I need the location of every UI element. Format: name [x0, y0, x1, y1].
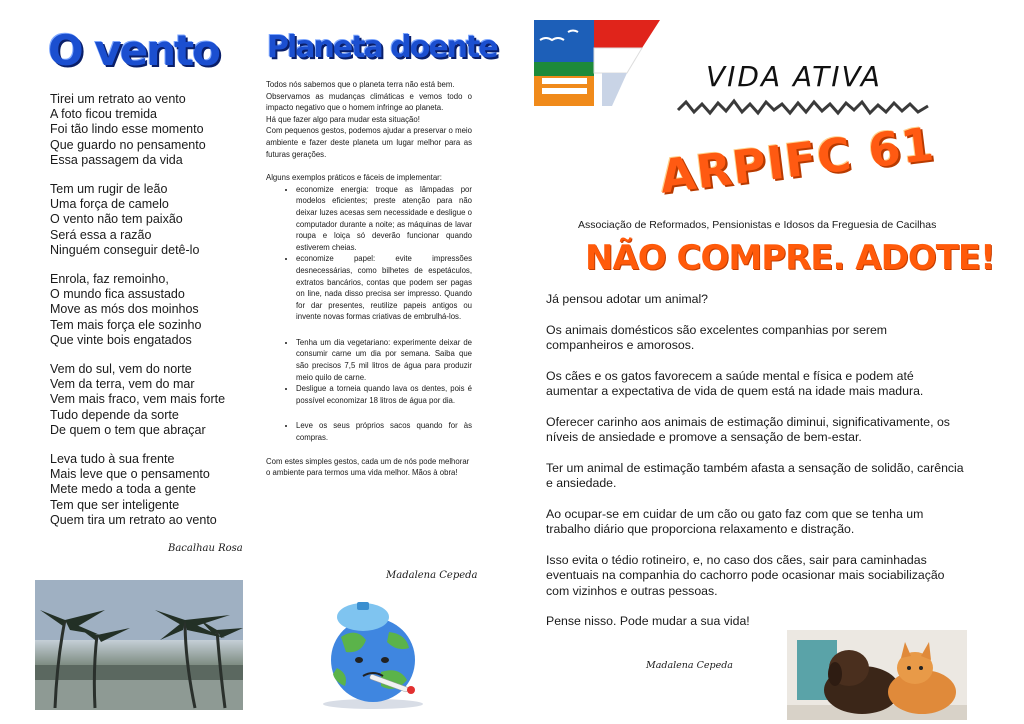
intro-paragraph: Todos nós sabemos que o planeta terra não está bem. [266, 80, 455, 89]
storm-palm-trees-image [35, 580, 243, 710]
poem-line: Mais leve que o pensamento [50, 467, 210, 482]
poem-line: Tirei um retrato ao vento [50, 92, 186, 106]
tips-list [266, 184, 472, 444]
decorative-squiggle-icon [676, 98, 930, 118]
poem-line: Que guardo no pensamento [50, 137, 206, 152]
conclusion-paragraph: Com estes simples gestos, cada um de nós pode melhorar o ambiente para termos uma vida melhor. Mãos à obra! [266, 456, 470, 478]
association-name: Associação de Reformados, Pensionistas e Idosos da Freguesia de Cacilhas [578, 219, 937, 231]
article-paragraph: Os cães e os gatos favorecem a saúde mental e física e podem até aumentar a expectativa de vida de quem está na idade mais madura. [546, 368, 924, 398]
poem-line: A foto ficou tremida [50, 107, 158, 122]
poem-line: O mundo fica assustado [50, 287, 185, 302]
vento-title: O vento [48, 26, 220, 75]
poem-line: De quem o tem que abraçar [50, 422, 206, 437]
poem-line: Tem mais força ele sozinho [50, 317, 202, 332]
adote-article [546, 292, 966, 645]
poem-line: Mete medo a toda a gente [50, 482, 196, 497]
poem-line: Foi tão lindo esse momento [50, 122, 204, 137]
planeta-article [266, 79, 472, 479]
poem-stanza-3 [50, 272, 250, 348]
poem-line: Enrola, faz remoinho, [50, 272, 169, 287]
article-paragraph: Ter um animal de estimação também afasta a sensação de solidão, carência e ansiedade. [546, 460, 964, 490]
poem-stanza-5 [50, 452, 250, 528]
tip-item: • Tenha um dia vegetariano: experimente deixar de consumir carne um dia por semana. Saiba que são precisos 7,5 mil litros de água para produzir meio quilo de carne. [296, 337, 472, 383]
poem-line: Vem mais fraco, vem mais forte [50, 392, 226, 407]
tip-item: • Desligue a torneia quando lava os dentes, pois é possível economizar 18 litros de água por dia. [296, 383, 472, 406]
poem-line: O vento não tem paixão [50, 212, 183, 227]
arpifc-logo-text: ARPIFC 61 [656, 116, 938, 204]
adote-headline: NÃO COMPRE. ADOTE! [585, 238, 995, 278]
poem-line: Leva tudo à sua frente [50, 452, 175, 467]
poem-line: Vem do sul, vem do norte [50, 362, 192, 377]
article-paragraph: Os animais domésticos são excelentes companhias por serem companheiros e amorosos. [546, 322, 888, 352]
dog-and-cat-photo [787, 630, 967, 720]
sick-earth-illustration [271, 582, 475, 712]
tip-item: • Leve os seus próprios sacos quando for às compras. [296, 420, 472, 443]
poem-line: Uma força de camelo [50, 197, 169, 212]
article-paragraph: Ao ocupar-se em cuidar de um cão ou gato faz com que se tenha um trabalho diário que proporciona relaxamento e distração. [546, 506, 924, 536]
poem-line: Quem tira um retrato ao vento [50, 512, 217, 527]
poem-stanza-1 [50, 92, 250, 168]
poem-line: Tem que ser inteligente [50, 497, 180, 512]
poem-line: Que vinte bois engatados [50, 332, 192, 347]
intro-paragraph: Observamos as mudanças climáticas e vemos todo o impacto negativo que o homem infringe ao planeta. [266, 91, 472, 113]
article-paragraph: Pense nisso. Pode mudar a sua vida! [546, 614, 750, 628]
article-paragraph: Já pensou adotar um animal? [546, 292, 709, 306]
vento-poem [50, 92, 250, 542]
vida-ativa-logo [532, 18, 667, 108]
vento-signature: Bacalhau Rosa [168, 543, 243, 554]
intro-paragraph: Há que fazer algo para mudar esta situação! [266, 114, 420, 124]
poem-stanza-2 [50, 182, 250, 258]
tip-item: • economize energia: troque as lâmpadas por modelos eficientes; preste atenção para não deixar luzes acesas sem necessidade e desligue o computador durante a noite; as máquinas de lavar roupa e loiça só deverão funcionar quando estiverem cheias. [296, 184, 472, 254]
tip-item: • economize papel: evite impressões desnecessárias, como bilhetes de espetáculos, extratos bancários, contas que podem ser pagas on line, nada disso precisa ser impresso. Quando for dar presentes, reutilize papeis antigos ou invente novas formas criativas de embrulhá-los. [296, 253, 472, 323]
poem-line: Vem da terra, vem do mar [50, 377, 195, 392]
adote-signature: Madalena Cepeda [646, 660, 733, 671]
vida-ativa-title: VIDA ATIVA [706, 60, 882, 93]
intro-paragraph: Com pequenos gestos, podemos ajudar a preservar o meio ambiente e fazer deste planeta um lugar melhor para as futuras gerações. [266, 126, 472, 159]
article-paragraph: Oferecer carinho aos animais de estimação diminui, significativamente, os níveis de ansiedade e promove a sensação de bem-estar. [546, 414, 950, 444]
poem-line: Move as mós dos moinhos [50, 302, 199, 317]
poem-line: Será essa a razão [50, 227, 152, 242]
article-paragraph: Isso evita o tédio rotineiro, e, no caso dos cães, sair para caminhadas eventuais na companhia do cachorro pode ocasionar mais sociabilização com vizinhos e outras pessoas. [546, 552, 945, 598]
poem-line: Essa passagem da vida [50, 152, 183, 167]
poem-stanza-4 [50, 362, 250, 438]
poem-line: Tem um rugir de leão [50, 182, 168, 197]
planeta-title: Planeta doente [267, 30, 497, 65]
poem-line: Tudo depende da sorte [50, 407, 179, 422]
examples-heading: Alguns exemplos práticos e fáceis de implementar: [266, 173, 442, 183]
poem-line: Ninguém conseguir detê-lo [50, 242, 200, 257]
planeta-signature: Madalena Cepeda [386, 570, 478, 581]
